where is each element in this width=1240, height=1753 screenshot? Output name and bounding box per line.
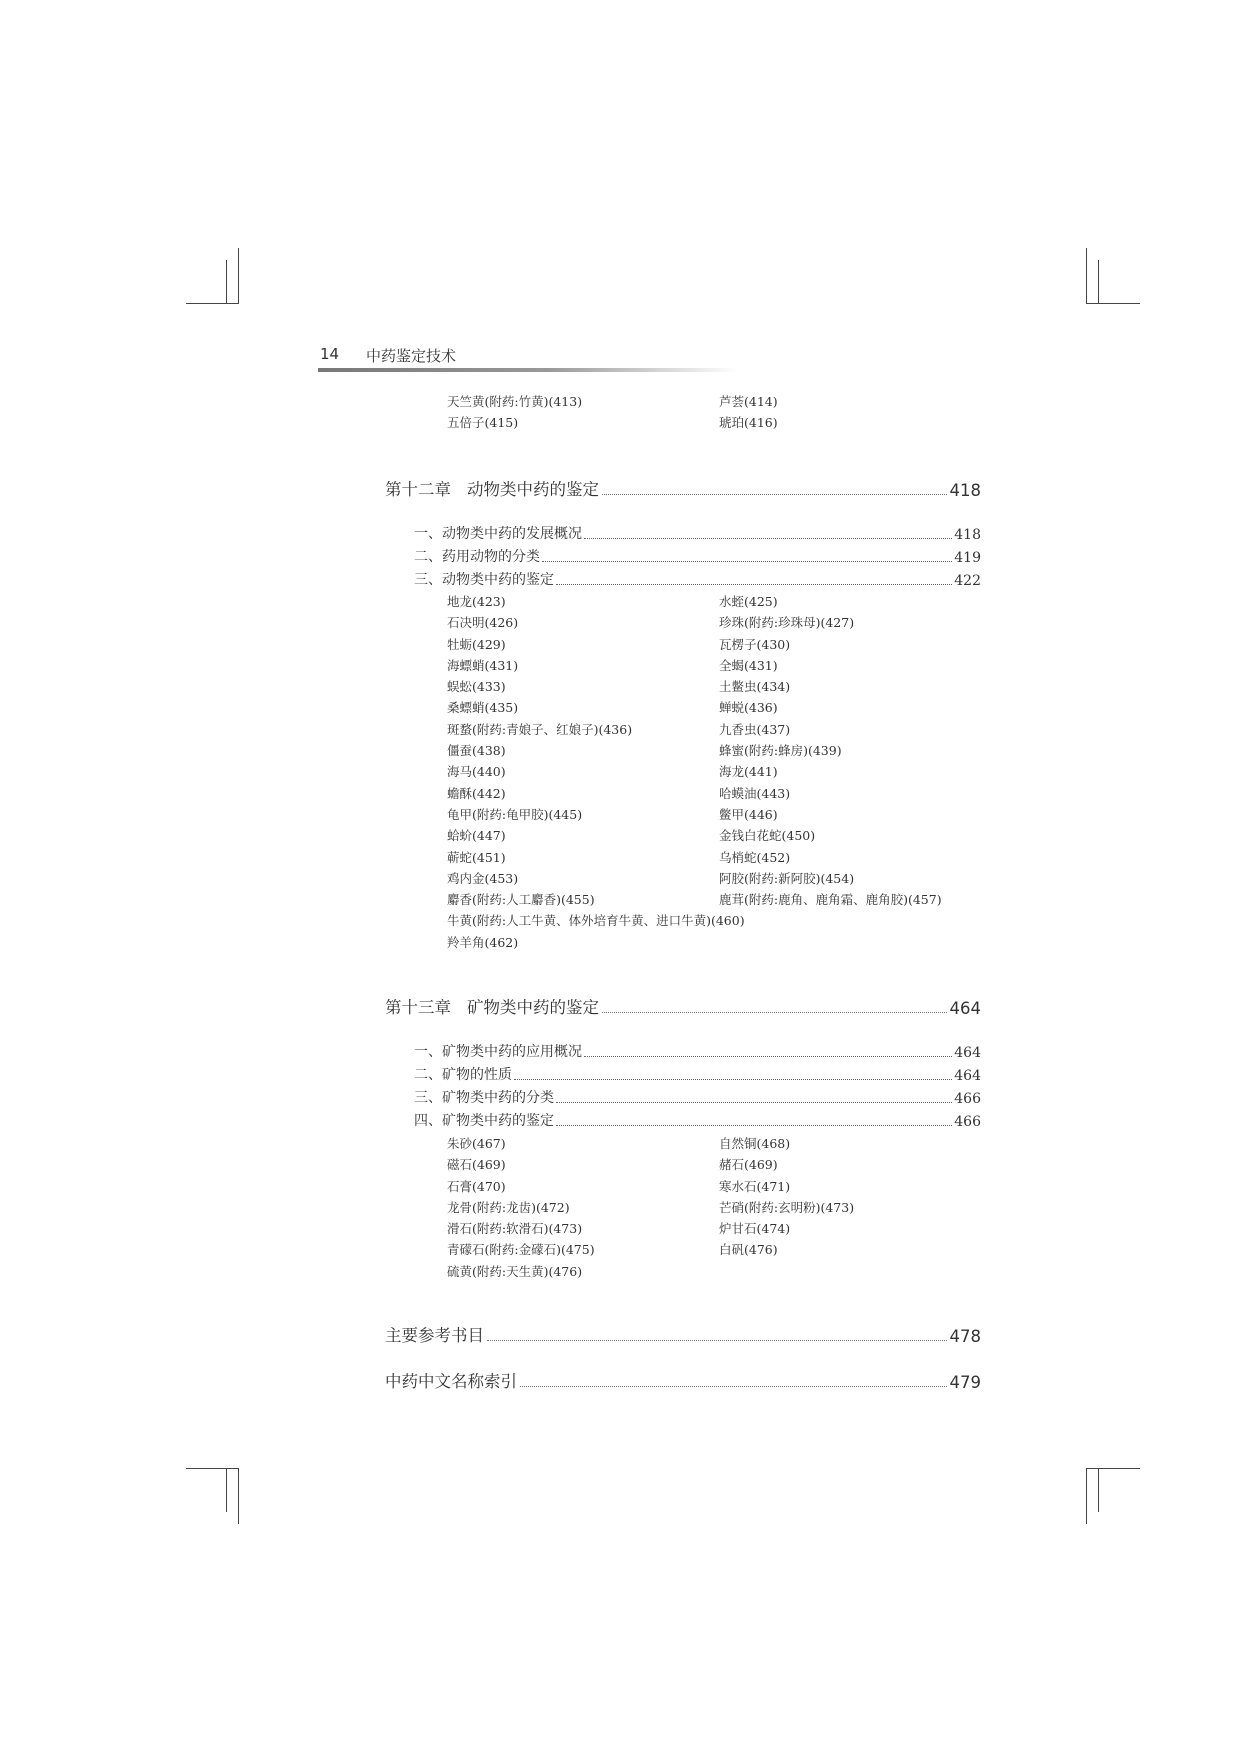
toc-item[interactable]: 硫黄(附药:天生黄)(476) <box>447 1263 583 1279</box>
toc-item[interactable]: 乌梢蛇(452) <box>719 849 791 865</box>
references-entry[interactable] <box>385 1322 981 1346</box>
toc-item[interactable]: 芒硝(附药:玄明粉)(473) <box>719 1199 855 1215</box>
toc-item[interactable]: 鹿茸(附药:鹿角、鹿角霜、鹿角胶)(457) <box>719 892 942 908</box>
section-entry[interactable] <box>414 1087 981 1107</box>
section-label: 四、矿物类中药的鉴定 <box>414 1113 554 1129</box>
toc-item[interactable]: 海马(440) <box>447 764 506 780</box>
dot-leader <box>584 538 952 539</box>
dot-leader <box>520 1386 947 1387</box>
dot-leader <box>514 1079 952 1080</box>
section-entry[interactable] <box>414 1110 981 1130</box>
toc-item[interactable]: 水蛭(425) <box>719 594 778 609</box>
toc-item[interactable]: 青礞石(附药:金礞石)(475) <box>447 1242 595 1258</box>
toc-item[interactable]: 牡蛎(429) <box>447 636 506 652</box>
section-entry[interactable] <box>414 1064 981 1084</box>
section-label: 三、矿物类中药的分类 <box>414 1090 554 1106</box>
section-page: 422 <box>954 573 981 589</box>
toc-item[interactable]: 海龙(441) <box>719 764 778 780</box>
toc-item[interactable]: 阿胶(附药:新阿胶)(454) <box>719 870 855 886</box>
references-page: 478 <box>949 1327 981 1346</box>
toc-item[interactable]: 龙骨(附药:龙齿)(472) <box>447 1199 570 1215</box>
toc-item[interactable]: 石膏(470) <box>447 1178 506 1194</box>
chapter-title: 矿物类中药的鉴定 <box>467 998 599 1017</box>
toc-item[interactable]: 蛤蚧(447) <box>447 828 506 844</box>
section-page: 418 <box>954 527 981 543</box>
section-label: 二、矿物的性质 <box>414 1067 512 1083</box>
dot-leader <box>556 1125 952 1126</box>
section-label: 一、动物类中药的发展概况 <box>414 526 582 542</box>
toc-item[interactable]: 斑蝥(附药:青娘子、红娘子)(436) <box>447 721 633 737</box>
toc-item[interactable]: 蟾酥(442) <box>447 785 506 801</box>
toc-item[interactable]: 天竺黄(附药:竹黄)(413) <box>447 394 583 409</box>
toc-item[interactable]: 寒水石(471) <box>719 1178 791 1194</box>
references-title: 主要参考书目 <box>385 1326 484 1345</box>
toc-item[interactable]: 磁石(469) <box>447 1157 506 1173</box>
toc-item[interactable]: 瓦楞子(430) <box>719 636 791 652</box>
toc-item[interactable]: 桑螵蛸(435) <box>447 700 519 716</box>
section-page: 464 <box>954 1045 981 1061</box>
book-title: 中药鉴定技术 <box>366 347 457 365</box>
section-entry[interactable] <box>414 523 981 543</box>
chapter-number: 第十三章 <box>385 998 451 1017</box>
toc-item[interactable]: 蕲蛇(451) <box>447 849 506 865</box>
toc-item[interactable]: 蜂蜜(附药:蜂房)(439) <box>719 743 842 759</box>
toc-item[interactable]: 地龙(423) <box>447 594 506 609</box>
toc-item[interactable]: 哈蟆油(443) <box>719 785 791 801</box>
dot-leader <box>584 1056 952 1057</box>
toc-item[interactable]: 蝉蜕(436) <box>719 700 778 716</box>
chapter-page: 418 <box>949 481 981 500</box>
toc-item[interactable]: 五倍子(415) <box>447 415 519 431</box>
toc-item[interactable]: 九香虫(437) <box>719 721 791 737</box>
dot-leader <box>556 584 952 585</box>
toc-item[interactable]: 赭石(469) <box>719 1157 778 1173</box>
dot-leader <box>602 494 947 495</box>
section-page: 464 <box>954 1068 981 1084</box>
toc-item[interactable]: 海螵蛸(431) <box>447 657 519 673</box>
toc-item[interactable]: 鸡内金(453) <box>447 870 519 886</box>
toc-item[interactable]: 鳖甲(446) <box>719 806 778 822</box>
toc-item[interactable]: 羚羊角(462) <box>447 934 519 950</box>
section-label: 三、动物类中药的鉴定 <box>414 572 554 588</box>
chapter-page: 464 <box>949 999 981 1018</box>
toc-item[interactable]: 珍珠(附药:珍珠母)(427) <box>719 615 855 631</box>
toc-item[interactable]: 炉甘石(474) <box>719 1221 791 1237</box>
toc-item[interactable]: 白矾(476) <box>719 1242 778 1258</box>
toc-item[interactable]: 石决明(426) <box>447 615 519 631</box>
toc-item[interactable]: 牛黄(附药:人工牛黄、体外培育牛黄、进口牛黄)(460) <box>447 913 745 929</box>
section-entry[interactable] <box>414 546 981 566</box>
section-page: 466 <box>954 1091 981 1107</box>
dot-leader <box>602 1012 947 1013</box>
toc-item[interactable]: 滑石(附药:软滑石)(473) <box>447 1221 583 1237</box>
header-rule <box>318 368 738 372</box>
section-entry[interactable] <box>414 569 981 589</box>
toc-item[interactable]: 芦荟(414) <box>719 394 778 409</box>
chapter-title: 动物类中药的鉴定 <box>467 480 599 499</box>
section-label: 二、药用动物的分类 <box>414 549 540 565</box>
section-page: 419 <box>954 550 981 566</box>
dot-leader <box>556 1102 952 1103</box>
toc-item[interactable]: 蜈蚣(433) <box>447 679 506 695</box>
index-title: 中药中文名称索引 <box>385 1372 517 1391</box>
dot-leader <box>487 1340 947 1341</box>
toc-item[interactable]: 自然铜(468) <box>719 1136 791 1151</box>
index-page: 479 <box>949 1373 981 1392</box>
toc-item[interactable]: 僵蚕(438) <box>447 743 506 759</box>
section-label: 一、矿物类中药的应用概况 <box>414 1044 582 1060</box>
toc-item[interactable]: 金钱白花蛇(450) <box>719 828 816 844</box>
toc-item[interactable]: 琥珀(416) <box>719 415 778 431</box>
dot-leader <box>542 561 952 562</box>
chapter-number: 第十二章 <box>385 480 451 499</box>
toc-item[interactable]: 朱砂(467) <box>447 1136 506 1151</box>
section-entry[interactable] <box>414 1041 981 1061</box>
toc-item[interactable]: 土鳖虫(434) <box>719 679 791 695</box>
toc-item[interactable]: 全蝎(431) <box>719 657 778 673</box>
page-number: 14 <box>320 345 340 363</box>
toc-item[interactable]: 麝香(附药:人工麝香)(455) <box>447 892 595 908</box>
toc-item[interactable]: 龟甲(附药:龟甲胶)(445) <box>447 806 583 822</box>
chapter-13-entry[interactable] <box>385 994 981 1018</box>
chapter-12-entry[interactable] <box>385 476 981 500</box>
section-page: 466 <box>954 1114 981 1130</box>
index-entry[interactable] <box>385 1368 981 1392</box>
